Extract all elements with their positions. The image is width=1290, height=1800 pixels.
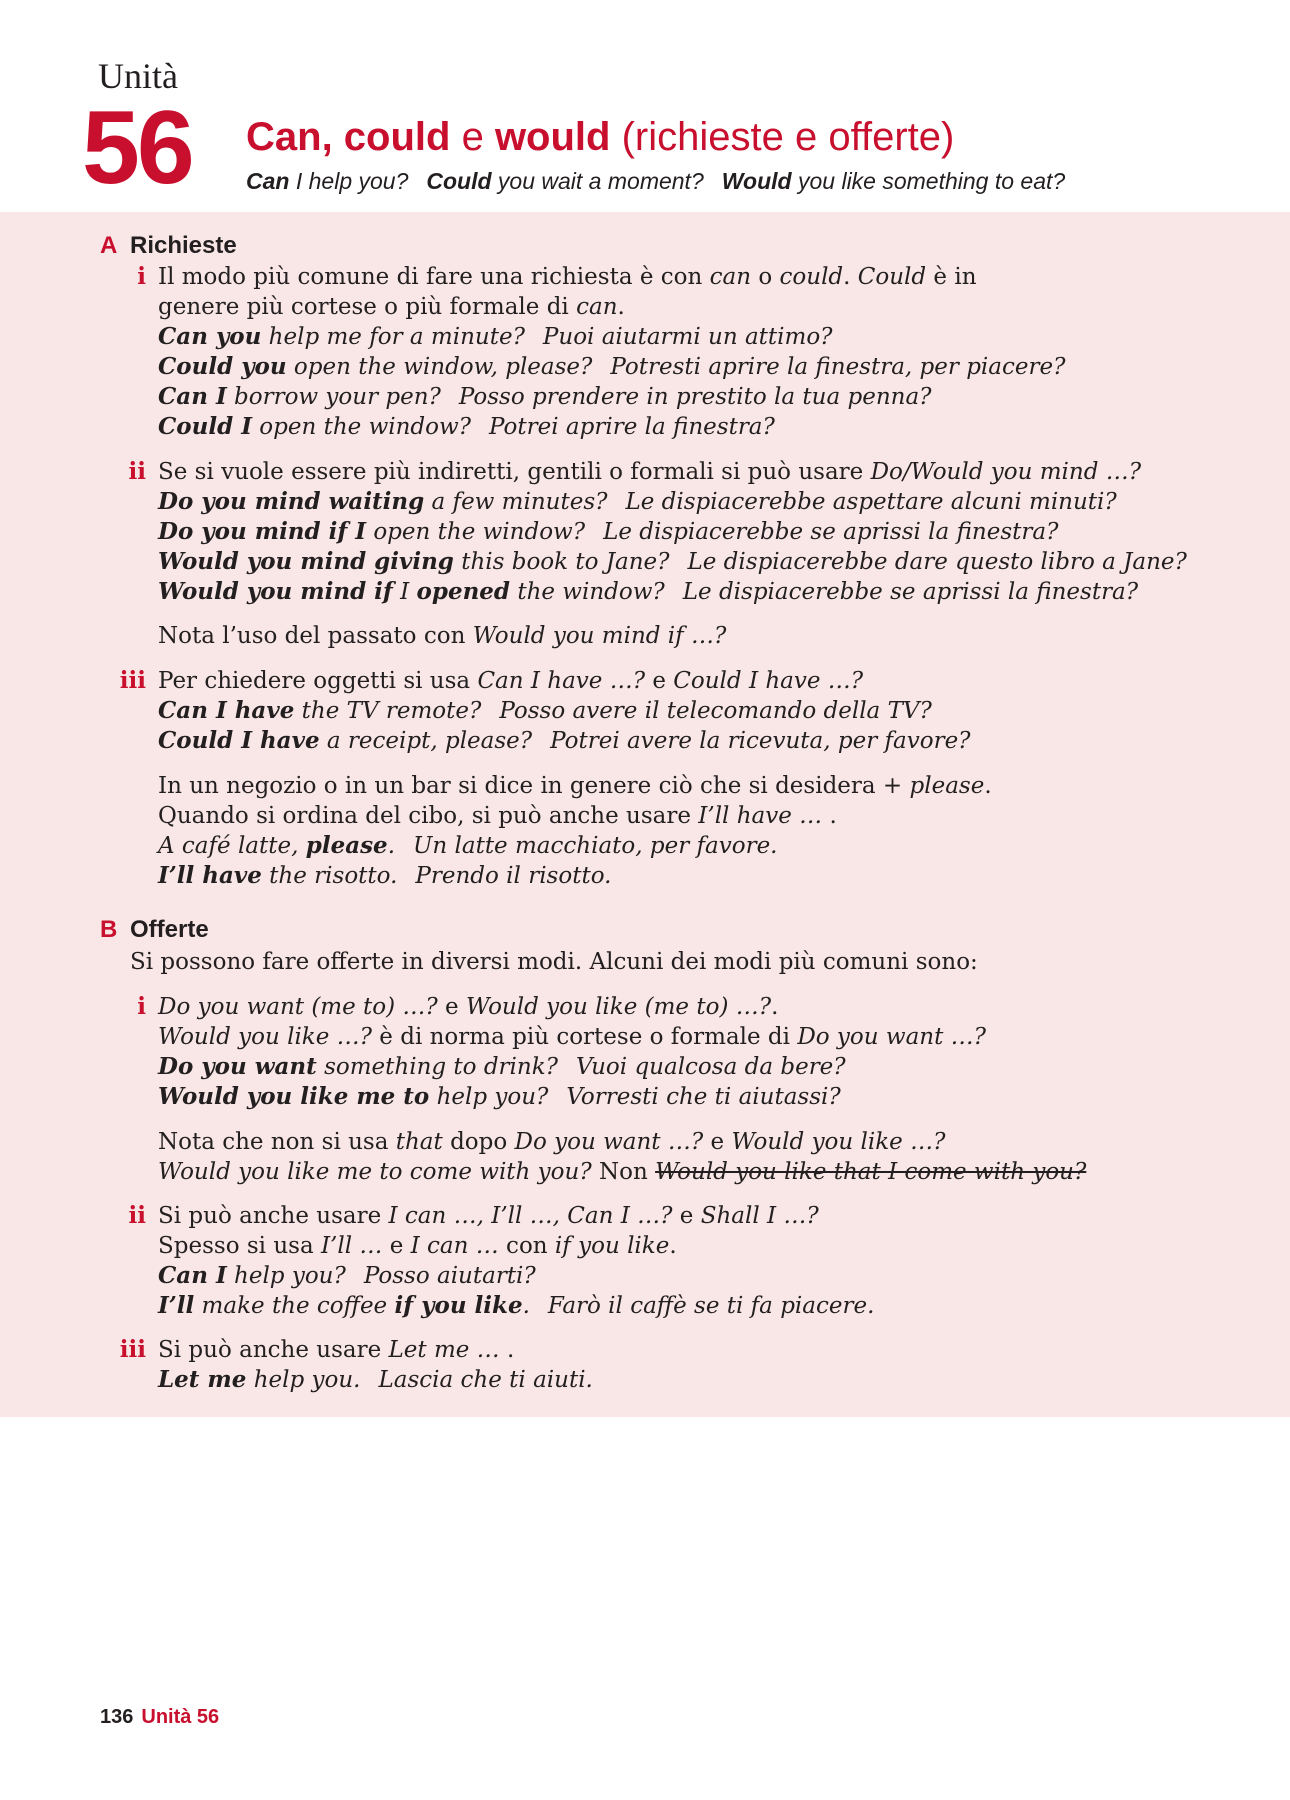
example [158,1291,874,1321]
text: e [703,1129,732,1155]
example [158,1365,593,1395]
text: e [437,994,466,1020]
title-part: would [494,115,611,159]
text: Do/Would you mind …? [870,459,1142,485]
example-key: Do you mind waiting [158,488,425,515]
page-subtitle [246,168,1065,195]
section-a-item-i [158,262,1065,442]
example-it: Prendo il risotto. [415,863,612,889]
text: Si possono fare offerte in diversi modi. Alcuni dei modi più comuni sono: [130,949,978,975]
example-en: a receipt, please? [319,728,533,754]
text: Do you want …? [514,1129,704,1155]
section-a-item-iii-notes [158,771,992,891]
text: dopo [442,1129,515,1155]
example [158,487,1187,517]
section-a-item-ii [158,457,1187,607]
example-key: Would you like me to [158,1083,430,1110]
item-number: i [137,993,146,1020]
example-en: . [522,1293,530,1319]
example [158,1261,874,1291]
page-title [246,115,954,160]
example [158,412,1065,442]
example [158,831,992,861]
text: Would you like me to come with you? [158,1159,592,1185]
text: con [498,1233,555,1259]
example-en: help me for a minute? [261,324,525,350]
section-b-intro [130,947,978,977]
section-b-note [158,1127,1086,1187]
text: Would you like …? [158,1024,372,1050]
text: Would you like (me to) …? [465,994,772,1020]
example-key: if you like [394,1292,523,1319]
page-footer [100,1706,219,1729]
example [158,577,1187,607]
example-key: Do you want [158,1053,317,1080]
title-part: Can, could [246,115,451,159]
example-key: I’ll have [158,862,262,889]
example-en: something to drink? [316,1054,558,1080]
example-key: Do you mind if I [158,518,367,545]
subtitle-part: you wait a moment? [491,168,704,194]
section-a-note [158,621,726,651]
example-key: Can I [158,1262,227,1289]
text: Non [591,1159,656,1185]
text: Si può anche usare [158,1337,389,1363]
text: I’ll … [320,1233,383,1259]
text: è in [926,264,977,290]
text: e [382,1233,411,1259]
subtitle-part: Could [426,168,492,194]
example-it: Potresti aprire la finestra, per piacere? [610,354,1066,380]
text: if you like [554,1233,670,1259]
example-key: Would you mind if [158,578,393,605]
text: can [576,294,618,320]
section-b-item-ii [158,1201,874,1321]
subtitle-part: Would [721,168,792,194]
example [158,382,1065,412]
example [158,861,992,891]
example-it: Farò il caffè se ti fa piacere. [547,1293,875,1319]
example-en: the TV remote? [294,698,482,724]
title-part: (richieste e offerte) [610,115,955,159]
text: Quando si ordina del cibo, si può anche usare [158,803,699,829]
example-it: Potrei avere la ricevuta, per favore? [550,728,971,754]
example-key: I’ll [158,1292,195,1319]
section-b-item-iii [158,1335,593,1395]
example-it: Vorresti che ti aiutassi? [566,1084,841,1110]
example [158,517,1187,547]
text: Per chiedere oggetti si usa [158,668,478,694]
example-en: a few minutes? [424,489,608,515]
example-it: Potrei aprire la finestra? [489,414,775,440]
section-letter: A [100,232,118,259]
text: Nota l’uso del passato con [158,623,473,649]
text: . [843,264,858,290]
text: please [909,773,985,799]
unit-number: 56 [82,90,192,206]
example-en: this book to Jane? [453,549,670,575]
example-en: help you. [246,1367,361,1393]
item-number: i [137,263,146,290]
text: Would you mind if …? [472,623,727,649]
example-it: Le dispiacerebbe se aprissi la finestra? [682,579,1139,605]
example [158,547,1187,577]
example-en: open the window? [251,414,472,440]
item-number: ii [128,1202,146,1229]
text: could [779,264,844,290]
example-it: Puoi aiutarmi un attimo? [542,324,833,350]
text: Do you want (me to) …? [158,994,438,1020]
text: Would you like …? [731,1129,946,1155]
example-it: Un latte macchiato, per favore. [413,833,778,859]
example-key: Would you mind giving [158,548,454,575]
example-en: I [392,579,417,605]
example-it: Posso avere il telecomando della TV? [499,698,932,724]
text: that [395,1129,443,1155]
example-en: . [387,833,395,859]
text: Se si vuole essere più indiretti, gentili o formali si può usare [158,459,871,485]
text: o [751,264,780,290]
text: è di norma più cortese o formale di [372,1024,798,1050]
item-number: iii [119,1336,146,1363]
example-key: Can I have [158,697,295,724]
text: Il modo più comune di fare una richiesta è con [158,264,710,290]
text: Nota che non si usa [158,1129,396,1155]
example-en: the window? [510,579,665,605]
example [158,1082,986,1112]
example-it: Le dispiacerebbe dare questo libro a Jane? [687,549,1187,575]
text: . [822,803,837,829]
text: I can … [410,1233,499,1259]
struck-example: Would you like that I come with you? [655,1159,1087,1185]
item-number: iii [119,667,146,694]
example-en: open the window, please? [286,354,593,380]
text: Shall I …? [700,1203,819,1229]
title-part: e [450,115,495,159]
section-a-item-iii [158,666,971,756]
text: . [617,294,625,320]
subtitle-part: Can [246,168,290,194]
section-a-heading [100,232,237,260]
example-en: borrow your pen? [226,384,441,410]
example-en: make the coffee [194,1293,395,1319]
text: In un negozio o in un bar si dice in genere ciò che si desidera + [158,773,910,799]
example-key: Can you [158,323,262,350]
footer-unit-label: Unità 56 [141,1706,220,1728]
example-key: opened [416,578,511,605]
example [158,322,1065,352]
example [158,1052,986,1082]
example-en: help you? [226,1263,346,1289]
example-en: open the window? [366,519,586,545]
example-key: Could I have [158,727,320,754]
subtitle-part: I help you? [289,168,409,194]
example-en: A café latte, [158,833,306,859]
section-title: Richieste [130,232,237,259]
unit-label: Unità [98,56,178,96]
example [158,726,971,756]
example-key: Could I [158,413,252,440]
text: e [672,1203,701,1229]
example-key: Can I [158,383,227,410]
example [158,696,971,726]
text: . [771,994,779,1020]
example-it: Le dispiacerebbe aspettare alcuni minuti? [625,489,1117,515]
text: . [499,1337,515,1363]
example-it: Le dispiacerebbe se aprissi la finestra? [603,519,1059,545]
example-it: Posso prendere in prestito la tua penna? [458,384,932,410]
section-title: Offerte [130,916,209,943]
example-en: the risotto. [261,863,398,889]
text: . [669,1233,677,1259]
section-letter: B [100,916,118,943]
text: I’ll have … [698,803,823,829]
subtitle-part: you like something to eat? [791,168,1066,194]
text: Spesso si usa [158,1233,321,1259]
example-it: Posso aiutarti? [363,1263,536,1289]
text: . [984,773,992,799]
example-en: help you? [429,1084,549,1110]
text: can [709,264,752,290]
text: Do you want …? [797,1024,986,1050]
text: e [645,668,674,694]
text: Let me … [388,1337,500,1363]
text: Could [857,264,927,290]
section-b-heading [100,916,209,944]
text: Could I have …? [673,668,864,694]
example-key: Could you [158,353,287,380]
text: Can I have …? [477,668,646,694]
section-b-item-i [158,992,986,1112]
example-it: Vuoi qualcosa da bere? [575,1054,846,1080]
page-number: 136 [100,1706,134,1728]
item-number: ii [128,458,146,485]
text: I can …, I’ll …, Can I …? [388,1203,673,1229]
example-key: please [305,832,388,859]
text: Si può anche usare [158,1203,389,1229]
example [158,352,1065,382]
example-key: Let me [158,1366,247,1393]
text: genere più cortese o più formale di [158,294,577,320]
example-it: Lascia che ti aiuti. [378,1367,593,1393]
